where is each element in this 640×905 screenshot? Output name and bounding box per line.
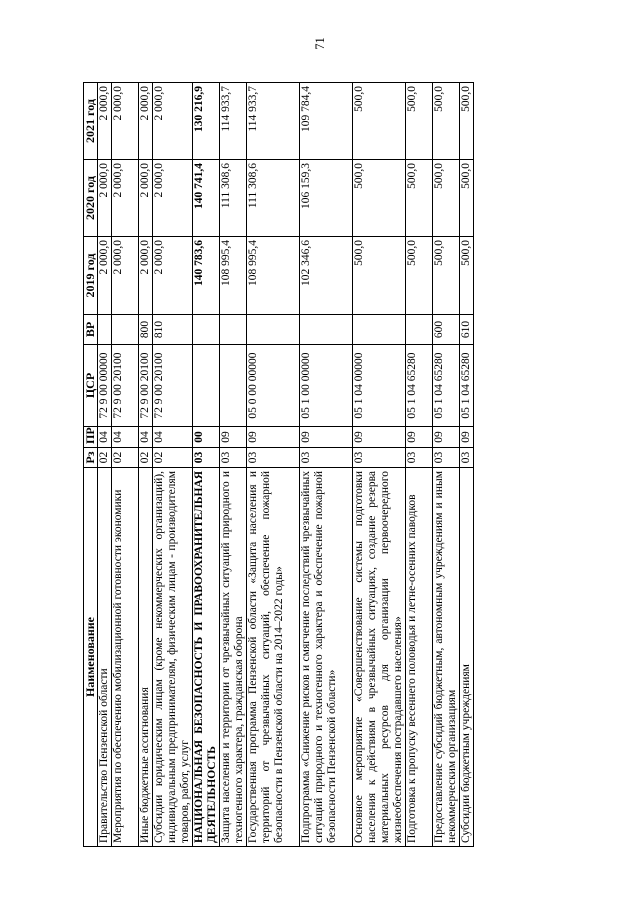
cell-pr: 04 [112, 427, 139, 448]
cell-csr: 72 9 00 20100 [112, 345, 139, 427]
cell-pr: 04 [139, 427, 153, 448]
cell-csr: 05 1 04 65280 [406, 345, 433, 427]
budget-table-rotated [83, 83, 531, 847]
cell-name: Подготовка к пропуску весеннего половодья и летне-осенних паводков [406, 468, 433, 847]
cell-csr: 05 1 00 00000 [300, 345, 353, 427]
cell-rz: 02 [98, 448, 112, 468]
cell-y2020: 2 000,0 [112, 160, 139, 237]
cell-y2019: 108 995,4 [247, 237, 300, 315]
cell-vr [112, 315, 139, 345]
cell-rz: 03 [406, 448, 433, 468]
cell-name: Субсидии юридическим лицам (кроме некоммерческих организаций), индивидуальным предпринимателям, физическим лицам - производителям товаров, работ, услуг [153, 468, 193, 847]
cell-y2019: 500,0 [353, 237, 406, 315]
cell-vr: 610 [460, 315, 474, 345]
cell-name: Иные бюджетные ассигнования [139, 468, 153, 847]
cell-rz: 03 [433, 448, 460, 468]
cell-y2019: 102 346,6 [300, 237, 353, 315]
table-row [300, 83, 353, 847]
table-row [460, 83, 474, 847]
cell-y2020: 2 000,0 [98, 160, 112, 237]
header-pr: ПР [84, 427, 98, 448]
cell-y2020: 500,0 [353, 160, 406, 237]
table-row [353, 83, 406, 847]
cell-name: Защита населения и территории от чрезвычайных ситуаций природного и техногенного характера, гражданская оборона [220, 468, 247, 847]
cell-y2020: 106 159,3 [300, 160, 353, 237]
cell-name: Правительство Пензенской области [98, 468, 112, 847]
cell-rz: 03 [300, 448, 353, 468]
cell-name: Основное мероприятие «Совершенствование системы подготовки населения к действиям в чрезвычайных ситуациях, создание резерва материальных ресурсов для организации первоочередного жизнеобеспечения пострадавшего населения» [353, 468, 406, 847]
table-row [112, 83, 139, 847]
cell-csr: 05 1 04 65280 [433, 345, 460, 427]
cell-pr: 00 [193, 427, 220, 448]
cell-vr: 800 [139, 315, 153, 345]
budget-table [83, 82, 474, 847]
cell-vr [300, 315, 353, 345]
cell-vr [193, 315, 220, 345]
cell-name: Мероприятия по обеспечению мобилизационной готовности экономики [112, 468, 139, 847]
cell-pr: 04 [153, 427, 193, 448]
cell-vr [247, 315, 300, 345]
cell-y2020: 500,0 [460, 160, 474, 237]
cell-vr [98, 315, 112, 345]
cell-pr: 09 [460, 427, 474, 448]
header-name: Наименование [84, 468, 98, 847]
cell-pr: 09 [406, 427, 433, 448]
table-row [220, 83, 247, 847]
cell-csr: 05 1 04 65280 [460, 345, 474, 427]
cell-y2020: 111 308,6 [247, 160, 300, 237]
cell-rz: 03 [220, 448, 247, 468]
cell-name: Государственная программа Пензенской области «Защита населения и территорий от чрезвычайных ситуаций, обеспечение пожарной безопасности в Пензенской области на 2014–2022 годы» [247, 468, 300, 847]
cell-y2019: 140 783,6 [193, 237, 220, 315]
table-header-row [84, 83, 98, 847]
cell-name: Субсидии бюджетным учреждениям [460, 468, 474, 847]
table-row [153, 83, 193, 847]
cell-y2020: 500,0 [406, 160, 433, 237]
header-csr: ЦСР [84, 345, 98, 427]
cell-name: НАЦИОНАЛЬНАЯ БЕЗОПАСНОСТЬ И ПРАВООХРАНИТЕЛЬНАЯ ДЕЯТЕЛЬНОСТЬ [193, 468, 220, 847]
cell-y2021: 2 000,0 [112, 83, 139, 160]
cell-y2019: 2 000,0 [112, 237, 139, 315]
cell-pr: 04 [98, 427, 112, 448]
cell-name: Подпрограмма «Снижение рисков и смягчение последствий чрезвычайных ситуаций природного и техногенного характера и обеспечение пожарной безопасности Пензенской области» [300, 468, 353, 847]
cell-y2019: 2 000,0 [139, 237, 153, 315]
cell-csr [220, 345, 247, 427]
cell-vr: 810 [153, 315, 193, 345]
cell-y2021: 500,0 [406, 83, 433, 160]
cell-y2021: 109 784,4 [300, 83, 353, 160]
cell-pr: 09 [220, 427, 247, 448]
table-row [98, 83, 112, 847]
cell-rz: 02 [153, 448, 193, 468]
cell-csr: 05 1 04 00000 [353, 345, 406, 427]
cell-y2019: 108 995,4 [220, 237, 247, 315]
cell-pr: 09 [300, 427, 353, 448]
page-number: 71 [312, 36, 327, 50]
cell-csr: 72 9 00 20100 [153, 345, 193, 427]
cell-rz: 03 [193, 448, 220, 468]
cell-y2020: 2 000,0 [153, 160, 193, 237]
table-row [406, 83, 433, 847]
cell-y2019: 500,0 [406, 237, 433, 315]
header-rz: Рз [84, 448, 98, 468]
cell-y2019: 2 000,0 [153, 237, 193, 315]
cell-y2021: 500,0 [353, 83, 406, 160]
cell-y2019: 500,0 [460, 237, 474, 315]
cell-y2021: 500,0 [433, 83, 460, 160]
cell-vr: 600 [433, 315, 460, 345]
cell-y2020: 2 000,0 [139, 160, 153, 237]
cell-csr: 72 9 00 20100 [139, 345, 153, 427]
cell-y2021: 500,0 [460, 83, 474, 160]
cell-y2020: 500,0 [433, 160, 460, 237]
cell-pr: 09 [353, 427, 406, 448]
header-vr: ВР [84, 315, 98, 345]
cell-rz: 02 [112, 448, 139, 468]
cell-vr [353, 315, 406, 345]
cell-y2021: 114 933,7 [220, 83, 247, 160]
cell-rz: 03 [460, 448, 474, 468]
cell-csr: 05 0 00 00000 [247, 345, 300, 427]
cell-pr: 09 [247, 427, 300, 448]
cell-rz: 03 [353, 448, 406, 468]
cell-y2019: 500,0 [433, 237, 460, 315]
cell-csr [193, 345, 220, 427]
table-row [193, 83, 220, 847]
cell-vr [220, 315, 247, 345]
cell-vr [406, 315, 433, 345]
cell-y2021: 2 000,0 [153, 83, 193, 160]
cell-y2021: 130 216,9 [193, 83, 220, 160]
header-2021: 2021 год [84, 83, 98, 160]
cell-rz: 02 [139, 448, 153, 468]
cell-pr: 09 [433, 427, 460, 448]
cell-csr: 72 9 00 00000 [98, 345, 112, 427]
header-2019: 2019 год [84, 237, 98, 315]
cell-rz: 03 [247, 448, 300, 468]
cell-y2019: 2 000,0 [98, 237, 112, 315]
cell-name: Предоставление субсидий бюджетным, автономным учреждениям и иным некоммерческим организациям [433, 468, 460, 847]
table-row [433, 83, 460, 847]
table-row [139, 83, 153, 847]
cell-y2021: 114 933,7 [247, 83, 300, 160]
cell-y2021: 2 000,0 [98, 83, 112, 160]
header-2020: 2020 год [84, 160, 98, 237]
cell-y2020: 111 308,6 [220, 160, 247, 237]
table-row [247, 83, 300, 847]
cell-y2020: 140 741,4 [193, 160, 220, 237]
cell-y2021: 2 000,0 [139, 83, 153, 160]
